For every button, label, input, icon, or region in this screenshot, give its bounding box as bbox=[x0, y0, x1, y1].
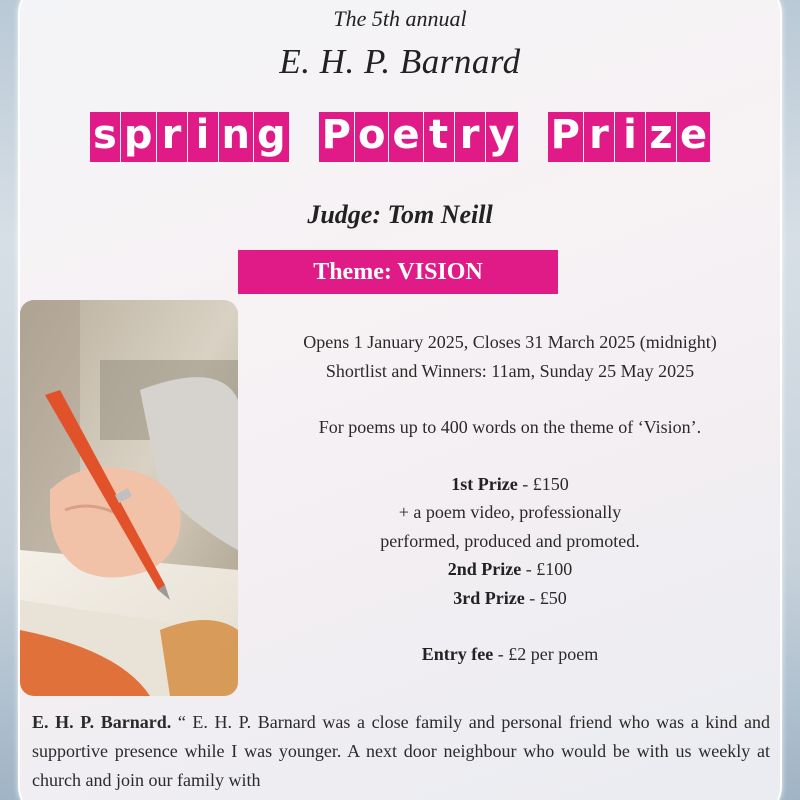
title-letter: e bbox=[389, 112, 422, 162]
hand-writing-with-pen-photo bbox=[20, 300, 238, 696]
second-prize-line bbox=[248, 555, 772, 584]
title-letter: r bbox=[157, 112, 187, 162]
bio-text: “ E. H. P. Barnard was a close family and personal friend who was a kind and supportive presence while I was younger. A next door neighbour who would be with us weekly at church and join our family with bbox=[32, 712, 770, 790]
third-prize-value: - £50 bbox=[524, 587, 567, 608]
title-word-spring bbox=[90, 112, 289, 162]
theme-banner: Theme: VISION bbox=[238, 250, 558, 294]
shortlist-line: Shortlist and Winners: 11am, Sunday 25 May 2025 bbox=[325, 360, 695, 381]
remit-line: For poems up to 400 words on the theme of ‘Vision’. bbox=[318, 417, 702, 437]
second-prize-label: 2nd Prize bbox=[447, 559, 522, 579]
entry-fee-value: - £2 per poem bbox=[493, 644, 599, 664]
first-prize-label: 1st Prize bbox=[451, 473, 518, 494]
title-letter: e bbox=[677, 112, 710, 162]
title-word-prize bbox=[548, 112, 710, 162]
second-prize-value: - £100 bbox=[521, 559, 573, 579]
first-prize-extra-1: + a poem video, professionally bbox=[398, 502, 622, 522]
title-letter: z bbox=[646, 112, 676, 162]
first-prize-extra-2: performed, produced and promoted. bbox=[380, 530, 640, 551]
annual-label: The 5th annual bbox=[333, 6, 467, 31]
title-letter: i bbox=[188, 112, 218, 162]
first-prize-value: - £150 bbox=[517, 473, 569, 494]
bio-name: E. H. P. Barnard. bbox=[32, 712, 172, 732]
title-letter: r bbox=[584, 112, 614, 162]
first-prize-line bbox=[248, 470, 772, 499]
third-prize-label: 3rd Prize bbox=[453, 587, 525, 608]
title-letter: p bbox=[121, 112, 156, 162]
title-letter: g bbox=[254, 112, 289, 162]
patron-bio bbox=[32, 708, 770, 795]
title-letter: P bbox=[548, 112, 583, 162]
entry-fee-label: Entry fee bbox=[421, 644, 494, 664]
page-title bbox=[0, 112, 800, 162]
title-letter: n bbox=[219, 112, 253, 162]
title-letter: P bbox=[319, 112, 354, 162]
photo-illustration bbox=[20, 300, 238, 696]
entry-fee-line bbox=[248, 640, 772, 669]
dates-line: Opens 1 January 2025, Closes 31 March 2025 (midnight) bbox=[303, 332, 717, 352]
title-letter: o bbox=[355, 112, 388, 162]
title-letter: i bbox=[615, 112, 645, 162]
title-letter: y bbox=[486, 112, 518, 162]
title-letter: t bbox=[424, 112, 454, 162]
third-prize-line bbox=[248, 584, 772, 613]
patron-name: E. H. P. Barnard bbox=[279, 42, 521, 81]
judge-label: Judge: Tom Neill bbox=[307, 200, 493, 229]
title-letter: s bbox=[90, 112, 120, 162]
title-word-poetry bbox=[319, 112, 518, 162]
title-letter: r bbox=[455, 112, 485, 162]
prize-details bbox=[248, 328, 772, 669]
